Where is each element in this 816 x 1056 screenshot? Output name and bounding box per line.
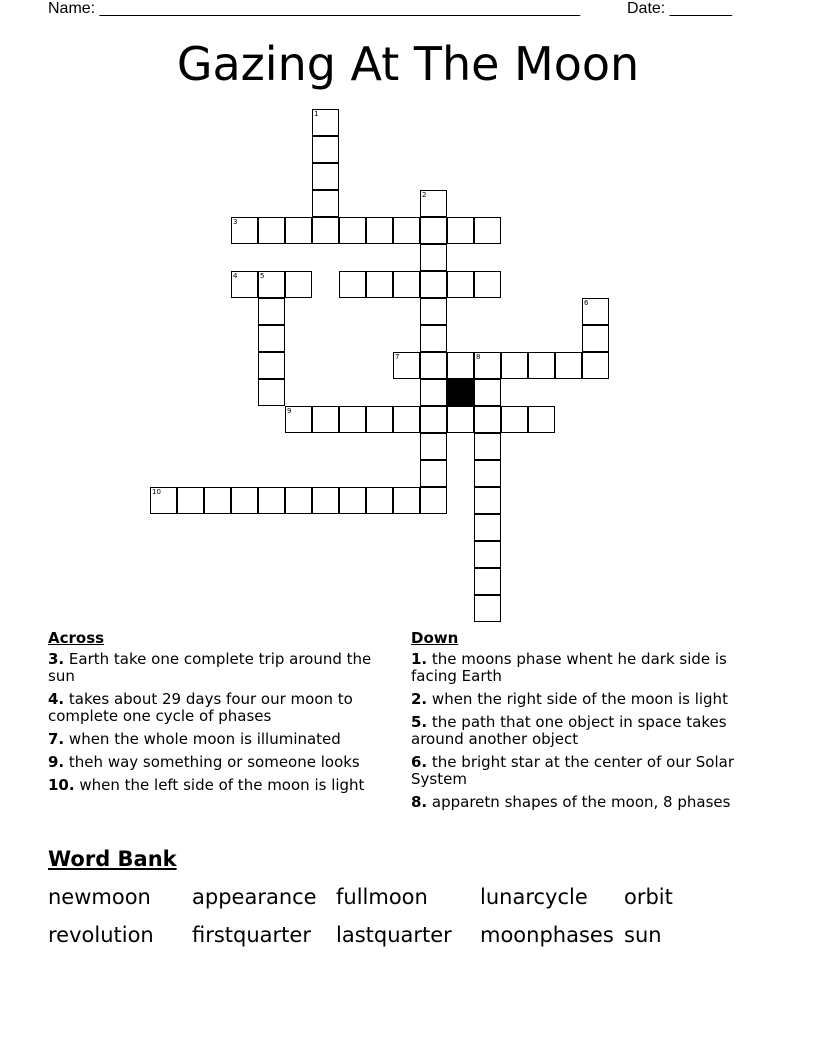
crossword-cell[interactable] xyxy=(393,487,420,514)
crossword-cell[interactable] xyxy=(258,352,285,379)
across-heading: Across xyxy=(48,629,105,647)
crossword-cell[interactable] xyxy=(474,271,501,298)
crossword-cell[interactable] xyxy=(447,352,474,379)
crossword-cell[interactable] xyxy=(150,487,177,514)
crossword-cell[interactable] xyxy=(474,514,501,541)
page-title: Gazing At The Moon xyxy=(176,37,640,91)
crossword-cell[interactable] xyxy=(312,487,339,514)
crossword-cell[interactable] xyxy=(420,433,447,460)
date-field-label: Date: _______ xyxy=(627,0,732,17)
crossword-cell[interactable] xyxy=(258,298,285,325)
cell-number: 8 xyxy=(476,353,481,361)
clue-number: 10. xyxy=(48,776,75,794)
across-clues xyxy=(48,630,393,800)
crossword-cell[interactable] xyxy=(258,487,285,514)
clue-down-6 xyxy=(411,754,771,788)
word-bank-item: newmoon xyxy=(48,885,151,909)
crossword-cell[interactable] xyxy=(420,406,447,433)
name-field-label: Name: ______________________________________________________ xyxy=(48,0,581,17)
word-bank-title: Word Bank xyxy=(48,847,177,871)
cell-number: 7 xyxy=(395,353,400,361)
crossword-cell[interactable] xyxy=(420,190,447,217)
crossword-cell[interactable] xyxy=(285,406,312,433)
crossword-cell[interactable] xyxy=(447,271,474,298)
crossword-cell[interactable] xyxy=(285,217,312,244)
crossword-grid xyxy=(150,109,620,629)
crossword-cell[interactable] xyxy=(474,541,501,568)
crossword-cell[interactable] xyxy=(447,217,474,244)
crossword-cell[interactable] xyxy=(420,487,447,514)
crossword-cell[interactable] xyxy=(285,271,312,298)
clue-text: apparetn shapes of the moon, 8 phases xyxy=(431,793,731,811)
crossword-cell[interactable] xyxy=(339,406,366,433)
crossword-cell[interactable] xyxy=(339,271,366,298)
crossword-cell[interactable] xyxy=(177,487,204,514)
crossword-cell[interactable] xyxy=(474,460,501,487)
crossword-cell[interactable] xyxy=(366,217,393,244)
clue-down-1 xyxy=(411,651,771,685)
crossword-cell[interactable] xyxy=(231,487,258,514)
clue-down-2 xyxy=(411,691,771,708)
crossword-cell[interactable] xyxy=(474,217,501,244)
crossword-cell[interactable] xyxy=(366,406,393,433)
crossword-cell[interactable] xyxy=(258,271,285,298)
clue-down-5 xyxy=(411,714,771,748)
crossword-cell[interactable] xyxy=(555,352,582,379)
crossword-cell[interactable] xyxy=(474,352,501,379)
crossword-cell[interactable] xyxy=(231,217,258,244)
word-bank-item: appearance xyxy=(192,885,317,909)
crossword-cell[interactable] xyxy=(474,433,501,460)
crossword-cell[interactable] xyxy=(393,352,420,379)
clue-number: 9. xyxy=(48,753,65,771)
word-bank-item: firstquarter xyxy=(192,923,311,947)
clue-number: 4. xyxy=(48,690,65,708)
crossword-cell[interactable] xyxy=(312,190,339,217)
clue-text: when the whole moon is illuminated xyxy=(68,730,341,748)
clue-across-9 xyxy=(48,754,393,771)
crossword-cell[interactable] xyxy=(258,379,285,406)
word-bank-item: fullmoon xyxy=(336,885,428,909)
crossword-cell[interactable] xyxy=(312,163,339,190)
crossword-cell[interactable] xyxy=(285,487,312,514)
crossword-cell[interactable] xyxy=(420,325,447,352)
crossword-cell[interactable] xyxy=(474,568,501,595)
header-line xyxy=(48,0,748,20)
crossword-cell[interactable] xyxy=(231,271,258,298)
crossword-cell[interactable] xyxy=(528,406,555,433)
crossword-cell[interactable] xyxy=(366,487,393,514)
crossword-cell[interactable] xyxy=(312,136,339,163)
clue-text: when the left side of the moon is light xyxy=(79,776,365,794)
crossword-black-cell xyxy=(447,379,474,406)
clue-text: theh way something or someone looks xyxy=(68,753,360,771)
clue-down-8 xyxy=(411,794,771,811)
clue-number: 2. xyxy=(411,690,428,708)
cell-number: 6 xyxy=(584,299,589,307)
clue-across-4 xyxy=(48,691,393,725)
down-clues xyxy=(411,630,771,817)
crossword-cell[interactable] xyxy=(528,352,555,379)
crossword-cell[interactable] xyxy=(393,271,420,298)
clue-number: 5. xyxy=(411,713,428,731)
clue-across-3 xyxy=(48,651,393,685)
cell-number: 1 xyxy=(314,110,319,118)
crossword-cell[interactable] xyxy=(474,595,501,622)
clue-across-10 xyxy=(48,777,393,794)
crossword-cell[interactable] xyxy=(420,271,447,298)
crossword-cell[interactable] xyxy=(339,217,366,244)
cell-number: 2 xyxy=(422,191,427,199)
clue-number: 3. xyxy=(48,650,65,668)
crossword-cell[interactable] xyxy=(312,406,339,433)
crossword-cell[interactable] xyxy=(366,271,393,298)
crossword-cell[interactable] xyxy=(420,217,447,244)
cell-number: 4 xyxy=(233,272,238,280)
clue-number: 1. xyxy=(411,650,428,668)
clue-across-7 xyxy=(48,731,393,748)
clue-text: takes about 29 days four our moon to complete one cycle of phases xyxy=(48,690,353,725)
crossword-cell[interactable] xyxy=(258,325,285,352)
crossword-cell[interactable] xyxy=(582,352,609,379)
word-bank-item: sun xyxy=(624,923,662,947)
crossword-cell[interactable] xyxy=(312,109,339,136)
crossword-cell[interactable] xyxy=(420,460,447,487)
cell-number: 10 xyxy=(152,488,161,496)
word-bank-item: lastquarter xyxy=(336,923,452,947)
down-heading: Down xyxy=(411,629,459,647)
crossword-cell[interactable] xyxy=(420,244,447,271)
word-bank-item: moonphases xyxy=(480,923,614,947)
word-bank-item: revolution xyxy=(48,923,154,947)
clue-number: 6. xyxy=(411,753,428,771)
cell-number: 3 xyxy=(233,218,238,226)
crossword-cell[interactable] xyxy=(474,379,501,406)
clue-text: the path that one object in space takes around another object xyxy=(411,713,727,748)
clue-text: the bright star at the center of our Solar System xyxy=(411,753,734,788)
crossword-cell[interactable] xyxy=(420,379,447,406)
crossword-cell[interactable] xyxy=(420,352,447,379)
crossword-cell[interactable] xyxy=(447,406,474,433)
crossword-cell[interactable] xyxy=(582,325,609,352)
crossword-cell[interactable] xyxy=(501,352,528,379)
cell-number: 5 xyxy=(260,272,265,280)
crossword-cell[interactable] xyxy=(393,406,420,433)
clue-text: Earth take one complete trip around the sun xyxy=(48,650,372,685)
clue-text: the moons phase whent he dark side is facing Earth xyxy=(411,650,727,685)
crossword-cell[interactable] xyxy=(501,406,528,433)
word-bank-item: lunarcycle xyxy=(480,885,588,909)
clue-number: 8. xyxy=(411,793,428,811)
clue-number: 7. xyxy=(48,730,65,748)
crossword-cell[interactable] xyxy=(474,487,501,514)
crossword-cell[interactable] xyxy=(258,217,285,244)
crossword-cell[interactable] xyxy=(582,298,609,325)
clue-text: when the right side of the moon is light xyxy=(431,690,728,708)
crossword-cell[interactable] xyxy=(393,217,420,244)
crossword-cell[interactable] xyxy=(204,487,231,514)
crossword-cell[interactable] xyxy=(339,487,366,514)
crossword-cell[interactable] xyxy=(474,406,501,433)
word-bank-item: orbit xyxy=(624,885,673,909)
crossword-cell[interactable] xyxy=(312,217,339,244)
crossword-cell[interactable] xyxy=(420,298,447,325)
cell-number: 9 xyxy=(287,407,292,415)
